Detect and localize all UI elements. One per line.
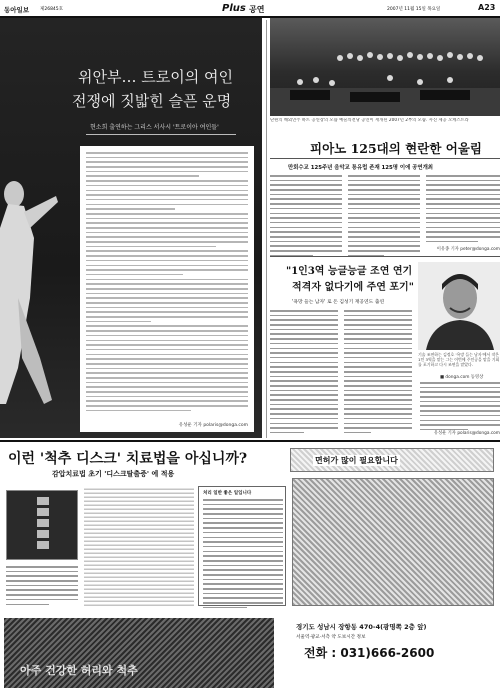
ad-left-text: [6, 566, 78, 608]
ad-right-label: 면허가 많이 필요합니다: [315, 456, 398, 465]
section-name: 공연: [249, 5, 265, 14]
article-trojan-women: [0, 18, 262, 438]
article3-photo-credit: ■ donga.com 동영상: [440, 375, 484, 380]
ad-small-box: [198, 486, 286, 606]
ad-phone: 전화 : 031)666-2600: [304, 646, 435, 660]
ad-subtitle: 감압치료법 초기 '디스크탈출증' 에 적용: [52, 470, 175, 478]
ad-address-line1: 경기도 성남시 장항동 470-4(광명쪽 2층 앞): [296, 623, 427, 631]
ad-address-line2: 서울역·광교·서측 약 도보시간 정보: [296, 635, 366, 640]
ad-small-box-text: [203, 499, 283, 612]
article3-photo-caption: 기술 조연하는 김정호 '욕망 들는 남자'에서 작은 1인 3역을 맡는 그는 이번에 주인공을 맡을 기회를 포기하고 다시 조연을 맡았다.: [418, 352, 500, 367]
article2-headline-rule: [270, 158, 500, 159]
article2-subhead: 만회수교 125주년 음악교 통유럽 존재 125명 이에 공연개최: [288, 165, 433, 171]
paper-name: 동아일보: [4, 6, 30, 14]
article1-headline-line2: 전쟁에 짓밟힌 슬픈 운명: [72, 92, 232, 110]
ad-bottom-image: [4, 618, 274, 688]
article2-headline: 피아노 125대의 현란한 어울림: [310, 141, 482, 156]
article3-body-col3: [420, 382, 500, 434]
article1-subhead-rule: [86, 134, 236, 135]
article1-body-text: [86, 152, 248, 415]
issue-date: 2007년 11월 15일 목요일: [387, 7, 441, 12]
spine-clinic-ad: [0, 442, 500, 691]
article3-body-col1: [270, 310, 338, 437]
article3-body-col2: [344, 310, 412, 437]
article2-body-col3: [426, 175, 500, 245]
article-piano-125: [270, 18, 500, 258]
ad-right-photo: [292, 478, 494, 606]
article2-body-col2: [348, 175, 420, 259]
article3-headline-line2: 적격자 없다기에 주연 포기": [292, 282, 414, 293]
article2-photo-caption: 단원의 해외연주 하트 공연장의 모습 예술의전당 공연이 재개된 2007년 2부의 모습. 사진 제공 오케스트라: [270, 118, 469, 123]
ad-small-box-label: 처리 일반 좋은 일입니다: [203, 491, 252, 496]
ad-title: 이런 '척추 디스크' 치료법을 아십니까?: [8, 451, 248, 467]
article2-photo: [270, 18, 500, 116]
article2-byline: 이유종 기자 peter@donga.com: [436, 247, 500, 252]
article1-subhead: 현소희 출연하는 그리스 서사시 '트로이아 여인들': [90, 124, 219, 131]
article2-body-col1: [270, 175, 342, 259]
page-number: A23: [478, 3, 496, 12]
issue-number: 제26845호: [40, 7, 64, 12]
article3-subhead: '욕망 들는 남자' 로 돈 김성기 재공연도 출연: [292, 300, 385, 305]
article3-byline: 유성운 기자 polaris@donga.com: [433, 431, 500, 436]
article2-bottom-rule: [270, 256, 500, 257]
masthead: [0, 0, 500, 16]
ad-right-label-box: [290, 448, 494, 472]
column-divider: [266, 20, 267, 438]
article1-headline-line1: 위안부… 트로이의 여인: [78, 68, 233, 86]
ad-bottom-banner: [0, 610, 500, 691]
ad-xray-image: [6, 490, 78, 560]
ad-bottom-text: 아주 건강한 허리와 척추: [20, 664, 138, 677]
article3-photo: [418, 262, 500, 350]
spine-icon: [7, 491, 78, 560]
ad-body-pattern: [84, 486, 194, 606]
orchestra-figures: [270, 38, 500, 116]
article1-byline: 유성운 기자 polaris@donga.com: [178, 423, 248, 428]
section-plus: Plus: [222, 3, 246, 14]
article-actor-interview: [270, 258, 500, 438]
dancer-silhouette: [0, 168, 60, 408]
article1-body-box: [80, 146, 254, 432]
actor-portrait: [418, 262, 500, 350]
article3-headline-line1: "1인3역 능글능글 조연 연기: [286, 266, 413, 277]
